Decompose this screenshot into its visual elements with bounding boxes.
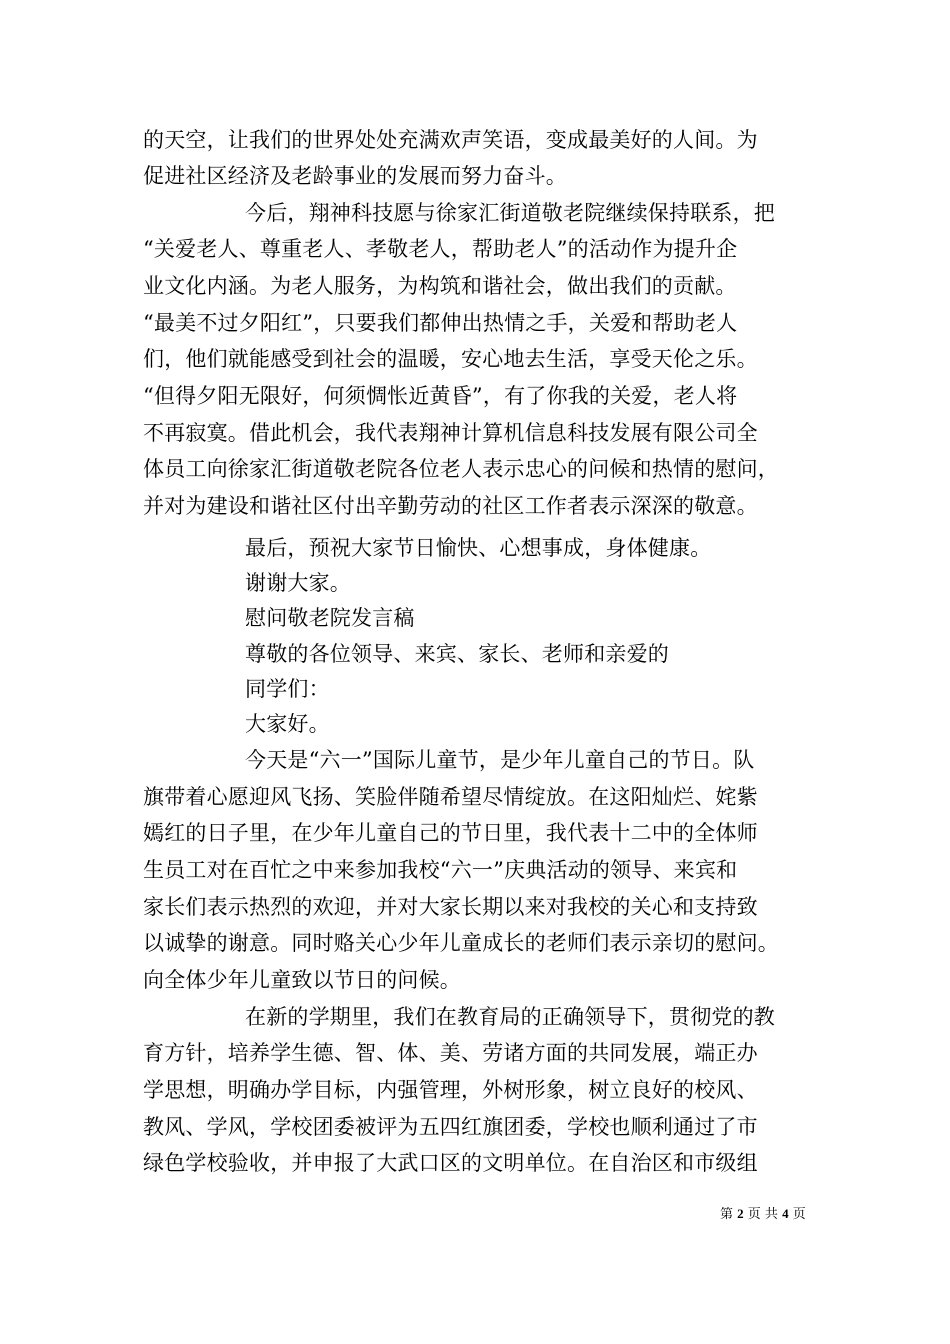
text-line: 们，他们就能感受到社会的温暖，安心地去生活，享受天伦之乐。 [143,347,758,371]
text-line: “关爱老人、尊重老人、孝敬老人，帮助老人”的活动作为提升企 [143,237,738,261]
text-line: “最美不过夕阳红”，只要我们都伸出热情之手，关爱和帮助老人 [143,311,738,335]
text-line: 今天是“六一”国际儿童节，是少年儿童自己的节日。队 [245,748,755,772]
text-line: 不再寂寞。借此机会，我代表翔神计算机信息科技发展有限公司全 [143,421,758,445]
footer-total-pages: 4 [782,1206,789,1221]
text-line: 并对为建设和谐社区付出辛勤劳动的社区工作者表示深深的敬意。 [143,494,758,518]
text-line: 促进社区经济及老龄事业的发展而努力奋斗。 [143,164,567,188]
text-line: 体员工向徐家汇街道敬老院各位老人表示忠心的问候和热情的慰问， [143,457,779,481]
text-line: 在新的学期里，我们在教育局的正确领导下，贯彻党的教 [245,1005,775,1029]
page-footer [720,1206,806,1223]
text-line: 最后，预祝大家节日愉快、心想事成，身体健康。 [245,536,712,560]
footer-middle: 页 共 [747,1207,778,1222]
text-line: 教风、学风，学校团委被评为五四红旗团委，学校也顺利通过了市 [143,1115,758,1139]
text-line: 育方针，培养学生德、智、体、美、劳诸方面的共同发展，端正办 [143,1041,758,1065]
text-line: 谢谢大家。 [245,571,351,595]
text-line: “但得夕阳无限好，何须惆怅近黄昏”，有了你我的关爱，老人将 [143,384,738,408]
text-line: 绿色学校验收，并申报了大武口区的文明单位。在自治区和市级组 [143,1151,758,1175]
footer-suffix: 页 [792,1207,806,1222]
footer-prefix: 第 [720,1207,734,1222]
text-line: 嫣红的日子里，在少年儿童自己的节日里，我代表十二中的全体师 [143,821,758,845]
text-line: 尊敬的各位领导、来宾、家长、老师和亲爱的 [245,642,669,666]
text-line: 向全体少年儿童致以节日的问候。 [143,968,461,992]
text-line: 大家好。 [245,712,330,736]
text-line: 慰问敬老院发言稿 [245,606,415,630]
text-line: 业文化内涵。为老人服务，为构筑和谐社会，做出我们的贡献。 [143,274,737,298]
text-line: 的天空，让我们的世界处处充满欢声笑语，变成最美好的人间。为 [143,128,758,152]
footer-page-number: 2 [737,1206,744,1221]
text-line: 以诚挚的谢意。同时赂关心少年儿童成长的老师们表示亲切的慰问。 [143,931,779,955]
text-line: 学思想，明确办学目标，内强管理，外树形象，树立良好的校风、 [143,1078,758,1102]
text-line: 同学们： [245,677,330,701]
text-line: 家长们表示热烈的欢迎，并对大家长期以来对我校的关心和支持致 [143,895,758,919]
text-line: 今后，翔神科技愿与徐家汇街道敬老院继续保持联系，把 [245,201,775,225]
text-line: 生员工对在百忙之中来参加我校“六一”庆典活动的领导、来宾和 [143,858,738,882]
text-line: 旗带着心愿迎风飞扬、笑脸伴随希望尽情绽放。在这阳灿烂、姹紫 [143,785,758,809]
